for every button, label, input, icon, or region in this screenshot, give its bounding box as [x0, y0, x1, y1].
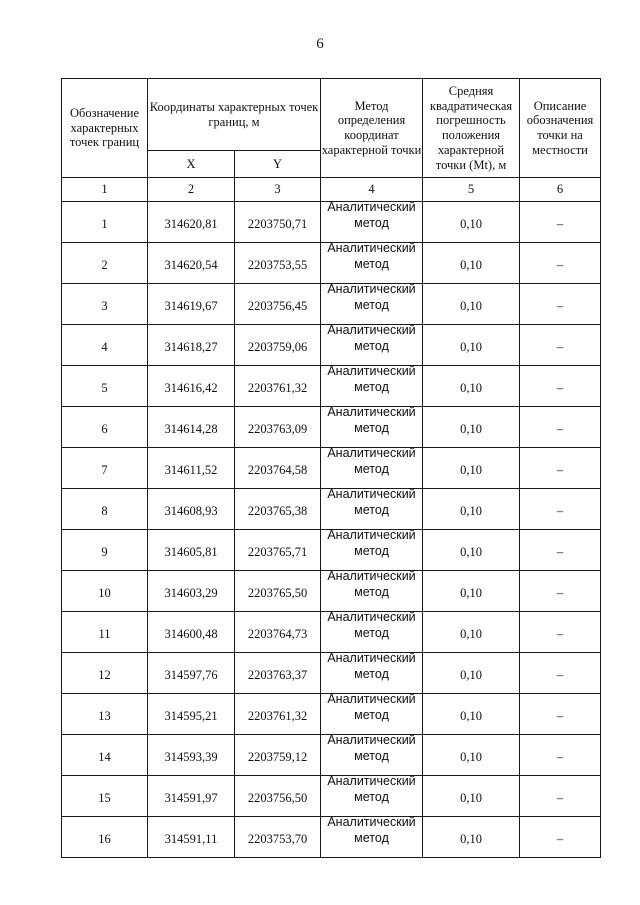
coord-x: [148, 448, 235, 489]
method-text: Аналитический метод: [327, 815, 416, 845]
mt-value: 0,10: [460, 831, 482, 846]
coord-x: [148, 325, 235, 366]
mt-cell: [423, 694, 520, 735]
method-cell: [321, 776, 423, 817]
method-text: Аналитический метод: [327, 569, 416, 599]
table-row: [62, 325, 601, 366]
coord-y: [235, 489, 321, 530]
mt-cell: [423, 202, 520, 243]
column-number: 1: [62, 178, 148, 202]
coord-x-value: 314616,42: [164, 380, 218, 395]
coord-y-value: 2203764,58: [247, 462, 308, 477]
coord-y-value: 2203763,37: [247, 667, 308, 682]
column-number: 6: [520, 178, 601, 202]
coord-y: [235, 694, 321, 735]
description-value: –: [556, 626, 564, 641]
method-text: Аналитический метод: [327, 282, 416, 312]
description-cell: [520, 694, 601, 735]
method-cell: [321, 817, 423, 858]
description-value: –: [556, 298, 564, 313]
point-id: [62, 653, 148, 694]
header-point: Обозначение характерных точек границ: [62, 79, 148, 178]
coord-y: [235, 284, 321, 325]
coord-y-value: 2203761,32: [247, 380, 308, 395]
mt-value: 0,10: [460, 216, 482, 231]
description-cell: [520, 202, 601, 243]
description-value: –: [556, 462, 564, 477]
coord-y: [235, 325, 321, 366]
coord-x-value: 314605,81: [164, 544, 218, 559]
coord-x-value: 314595,21: [164, 708, 218, 723]
method-cell: [321, 325, 423, 366]
page-number: 6: [316, 36, 324, 52]
mt-cell: [423, 448, 520, 489]
coord-y-value: 2203753,70: [247, 831, 308, 846]
coord-y: [235, 407, 321, 448]
point-id: [62, 817, 148, 858]
column-number: 5: [423, 178, 520, 202]
mt-cell: [423, 571, 520, 612]
point-id-value: 7: [101, 462, 108, 477]
method-cell: [321, 407, 423, 448]
coord-x: [148, 407, 235, 448]
coord-x-value: 314620,54: [164, 257, 218, 272]
method-text: Аналитический метод: [327, 733, 416, 763]
coord-x: [148, 735, 235, 776]
header-method: Метод определения координат характерной точки: [321, 79, 423, 178]
point-id: [62, 612, 148, 653]
point-id-value: 3: [101, 298, 108, 313]
description-cell: [520, 817, 601, 858]
point-id-value: 6: [101, 421, 108, 436]
coord-y: [235, 735, 321, 776]
table-row: [62, 366, 601, 407]
mt-value: 0,10: [460, 257, 482, 272]
point-id: [62, 202, 148, 243]
point-id-value: 12: [98, 667, 111, 682]
coord-y-value: 2203750,71: [247, 216, 308, 231]
coord-x: [148, 489, 235, 530]
mt-cell: [423, 612, 520, 653]
method-cell: [321, 284, 423, 325]
point-id: [62, 571, 148, 612]
method-cell: [321, 571, 423, 612]
mt-value: 0,10: [460, 298, 482, 313]
table-row: [62, 735, 601, 776]
coord-y: [235, 202, 321, 243]
coord-x: [148, 653, 235, 694]
method-text: Аналитический метод: [327, 528, 416, 558]
coord-y-value: 2203763,09: [247, 421, 308, 436]
description-value: –: [556, 708, 564, 723]
column-number: 4: [321, 178, 423, 202]
description-cell: [520, 366, 601, 407]
coord-x: [148, 284, 235, 325]
description-value: –: [556, 544, 564, 559]
description-value: –: [556, 749, 564, 764]
description-cell: [520, 243, 601, 284]
column-number-row: [62, 178, 601, 202]
mt-value: 0,10: [460, 503, 482, 518]
coord-y-value: 2203764,73: [247, 626, 308, 641]
coord-y-value: 2203753,55: [247, 257, 308, 272]
mt-cell: [423, 653, 520, 694]
table-row: [62, 571, 601, 612]
method-cell: [321, 366, 423, 407]
table-row: [62, 448, 601, 489]
mt-value: 0,10: [460, 626, 482, 641]
point-id: [62, 530, 148, 571]
coord-y-value: 2203759,06: [247, 339, 308, 354]
point-id: [62, 325, 148, 366]
description-cell: [520, 284, 601, 325]
mt-cell: [423, 530, 520, 571]
description-cell: [520, 653, 601, 694]
coord-x-value: 314614,28: [164, 421, 218, 436]
method-cell: [321, 448, 423, 489]
method-cell: [321, 530, 423, 571]
mt-cell: [423, 325, 520, 366]
table-row: [62, 407, 601, 448]
method-text: Аналитический метод: [327, 774, 416, 804]
table-row: [62, 612, 601, 653]
method-cell: [321, 612, 423, 653]
coord-x: [148, 202, 235, 243]
mt-cell: [423, 489, 520, 530]
method-text: Аналитический метод: [327, 323, 416, 353]
method-text: Аналитический метод: [327, 610, 416, 640]
description-cell: [520, 325, 601, 366]
coord-y: [235, 243, 321, 284]
coord-x-value: 314597,76: [164, 667, 218, 682]
description-value: –: [556, 339, 564, 354]
method-cell: [321, 694, 423, 735]
coord-x: [148, 612, 235, 653]
coord-y-value: 2203765,38: [247, 503, 308, 518]
coord-x: [148, 571, 235, 612]
coord-x-value: 314611,52: [164, 462, 218, 477]
point-id-value: 2: [101, 257, 108, 272]
point-id: [62, 366, 148, 407]
mt-value: 0,10: [460, 421, 482, 436]
description-cell: [520, 571, 601, 612]
coord-x: [148, 817, 235, 858]
description-cell: [520, 489, 601, 530]
mt-value: 0,10: [460, 462, 482, 477]
header-coordinates: Координаты характерных точек границ, м: [148, 79, 321, 151]
mt-cell: [423, 284, 520, 325]
coord-x-value: 314603,29: [164, 585, 218, 600]
coord-y-value: 2203756,45: [247, 298, 308, 313]
point-id: [62, 448, 148, 489]
mt-cell: [423, 735, 520, 776]
point-id: [62, 694, 148, 735]
table-row: [62, 653, 601, 694]
coord-x: [148, 694, 235, 735]
coord-y-value: 2203765,50: [247, 585, 308, 600]
description-cell: [520, 448, 601, 489]
point-id-value: 5: [101, 380, 108, 395]
column-number: 3: [235, 178, 321, 202]
coord-x-value: 314608,93: [164, 503, 218, 518]
coord-x-value: 314591,11: [164, 831, 218, 846]
description-value: –: [556, 421, 564, 436]
description-value: –: [556, 667, 564, 682]
point-id: [62, 284, 148, 325]
description-cell: [520, 612, 601, 653]
coord-y: [235, 448, 321, 489]
point-id: [62, 489, 148, 530]
coord-x: [148, 530, 235, 571]
method-text: Аналитический метод: [327, 200, 416, 230]
description-value: –: [556, 503, 564, 518]
description-value: –: [556, 585, 564, 600]
mt-value: 0,10: [460, 708, 482, 723]
mt-value: 0,10: [460, 790, 482, 805]
table-row: [62, 202, 601, 243]
method-text: Аналитический метод: [327, 405, 416, 435]
coord-y: [235, 366, 321, 407]
point-id: [62, 243, 148, 284]
coord-x-value: 314618,27: [164, 339, 218, 354]
table-row: [62, 776, 601, 817]
description-value: –: [556, 257, 564, 272]
coord-x-value: 314600,48: [164, 626, 218, 641]
method-text: Аналитический метод: [327, 692, 416, 722]
description-value: –: [556, 216, 564, 231]
point-id-value: 10: [98, 585, 111, 600]
coord-y: [235, 653, 321, 694]
mt-cell: [423, 407, 520, 448]
table-row: [62, 243, 601, 284]
method-text: Аналитический метод: [327, 651, 416, 681]
table-row: [62, 694, 601, 735]
description-cell: [520, 776, 601, 817]
point-id-value: 9: [101, 544, 108, 559]
header-description: Описание обозначения точки на местности: [520, 79, 601, 178]
mt-value: 0,10: [460, 585, 482, 600]
coord-y: [235, 776, 321, 817]
point-id-value: 16: [98, 831, 111, 846]
method-text: Аналитический метод: [327, 241, 416, 271]
coord-x: [148, 366, 235, 407]
point-id-value: 8: [101, 503, 108, 518]
mt-cell: [423, 776, 520, 817]
point-id: [62, 776, 148, 817]
mt-cell: [423, 817, 520, 858]
method-cell: [321, 653, 423, 694]
method-cell: [321, 202, 423, 243]
coord-x-value: 314591,97: [164, 790, 218, 805]
point-id: [62, 407, 148, 448]
method-text: Аналитический метод: [327, 446, 416, 476]
coord-x: [148, 776, 235, 817]
point-id: [62, 735, 148, 776]
mt-value: 0,10: [460, 749, 482, 764]
coord-x-value: 314620,81: [164, 216, 218, 231]
coord-x-value: 314619,67: [164, 298, 218, 313]
coord-x: [148, 243, 235, 284]
column-number: 2: [148, 178, 235, 202]
coord-y-value: 2203761,32: [247, 708, 308, 723]
coord-y: [235, 612, 321, 653]
description-value: –: [556, 380, 564, 395]
coord-y: [235, 530, 321, 571]
point-id-value: 4: [101, 339, 108, 354]
description-cell: [520, 407, 601, 448]
method-text: Аналитический метод: [327, 487, 416, 517]
mt-value: 0,10: [460, 380, 482, 395]
mt-value: 0,10: [460, 544, 482, 559]
description-cell: [520, 735, 601, 776]
table-body: [62, 202, 601, 858]
coord-y: [235, 817, 321, 858]
description-cell: [520, 530, 601, 571]
coord-y-value: 2203756,50: [247, 790, 308, 805]
description-value: –: [556, 790, 564, 805]
mt-cell: [423, 366, 520, 407]
table-row: [62, 530, 601, 571]
point-id-value: 14: [98, 749, 111, 764]
method-cell: [321, 735, 423, 776]
mt-cell: [423, 243, 520, 284]
table-row: [62, 489, 601, 530]
point-id-value: 1: [101, 216, 108, 231]
coord-y: [235, 571, 321, 612]
point-id-value: 11: [98, 626, 111, 641]
method-cell: [321, 243, 423, 284]
method-text: Аналитический метод: [327, 364, 416, 394]
mt-value: 0,10: [460, 667, 482, 682]
coord-x-value: 314593,39: [164, 749, 218, 764]
header-y: Y: [235, 151, 321, 178]
coord-y-value: 2203759,12: [247, 749, 308, 764]
method-cell: [321, 489, 423, 530]
description-value: –: [556, 831, 564, 846]
point-id-value: 13: [98, 708, 111, 723]
point-id-value: 15: [98, 790, 111, 805]
table-row: [62, 817, 601, 858]
boundary-points-table: [61, 78, 601, 858]
header-error: Средняя квадратическая погрешность положения характерной точки (Mt), м: [423, 79, 520, 178]
table-row: [62, 284, 601, 325]
coord-y-value: 2203765,71: [247, 544, 308, 559]
header-x: X: [148, 151, 235, 178]
mt-value: 0,10: [460, 339, 482, 354]
